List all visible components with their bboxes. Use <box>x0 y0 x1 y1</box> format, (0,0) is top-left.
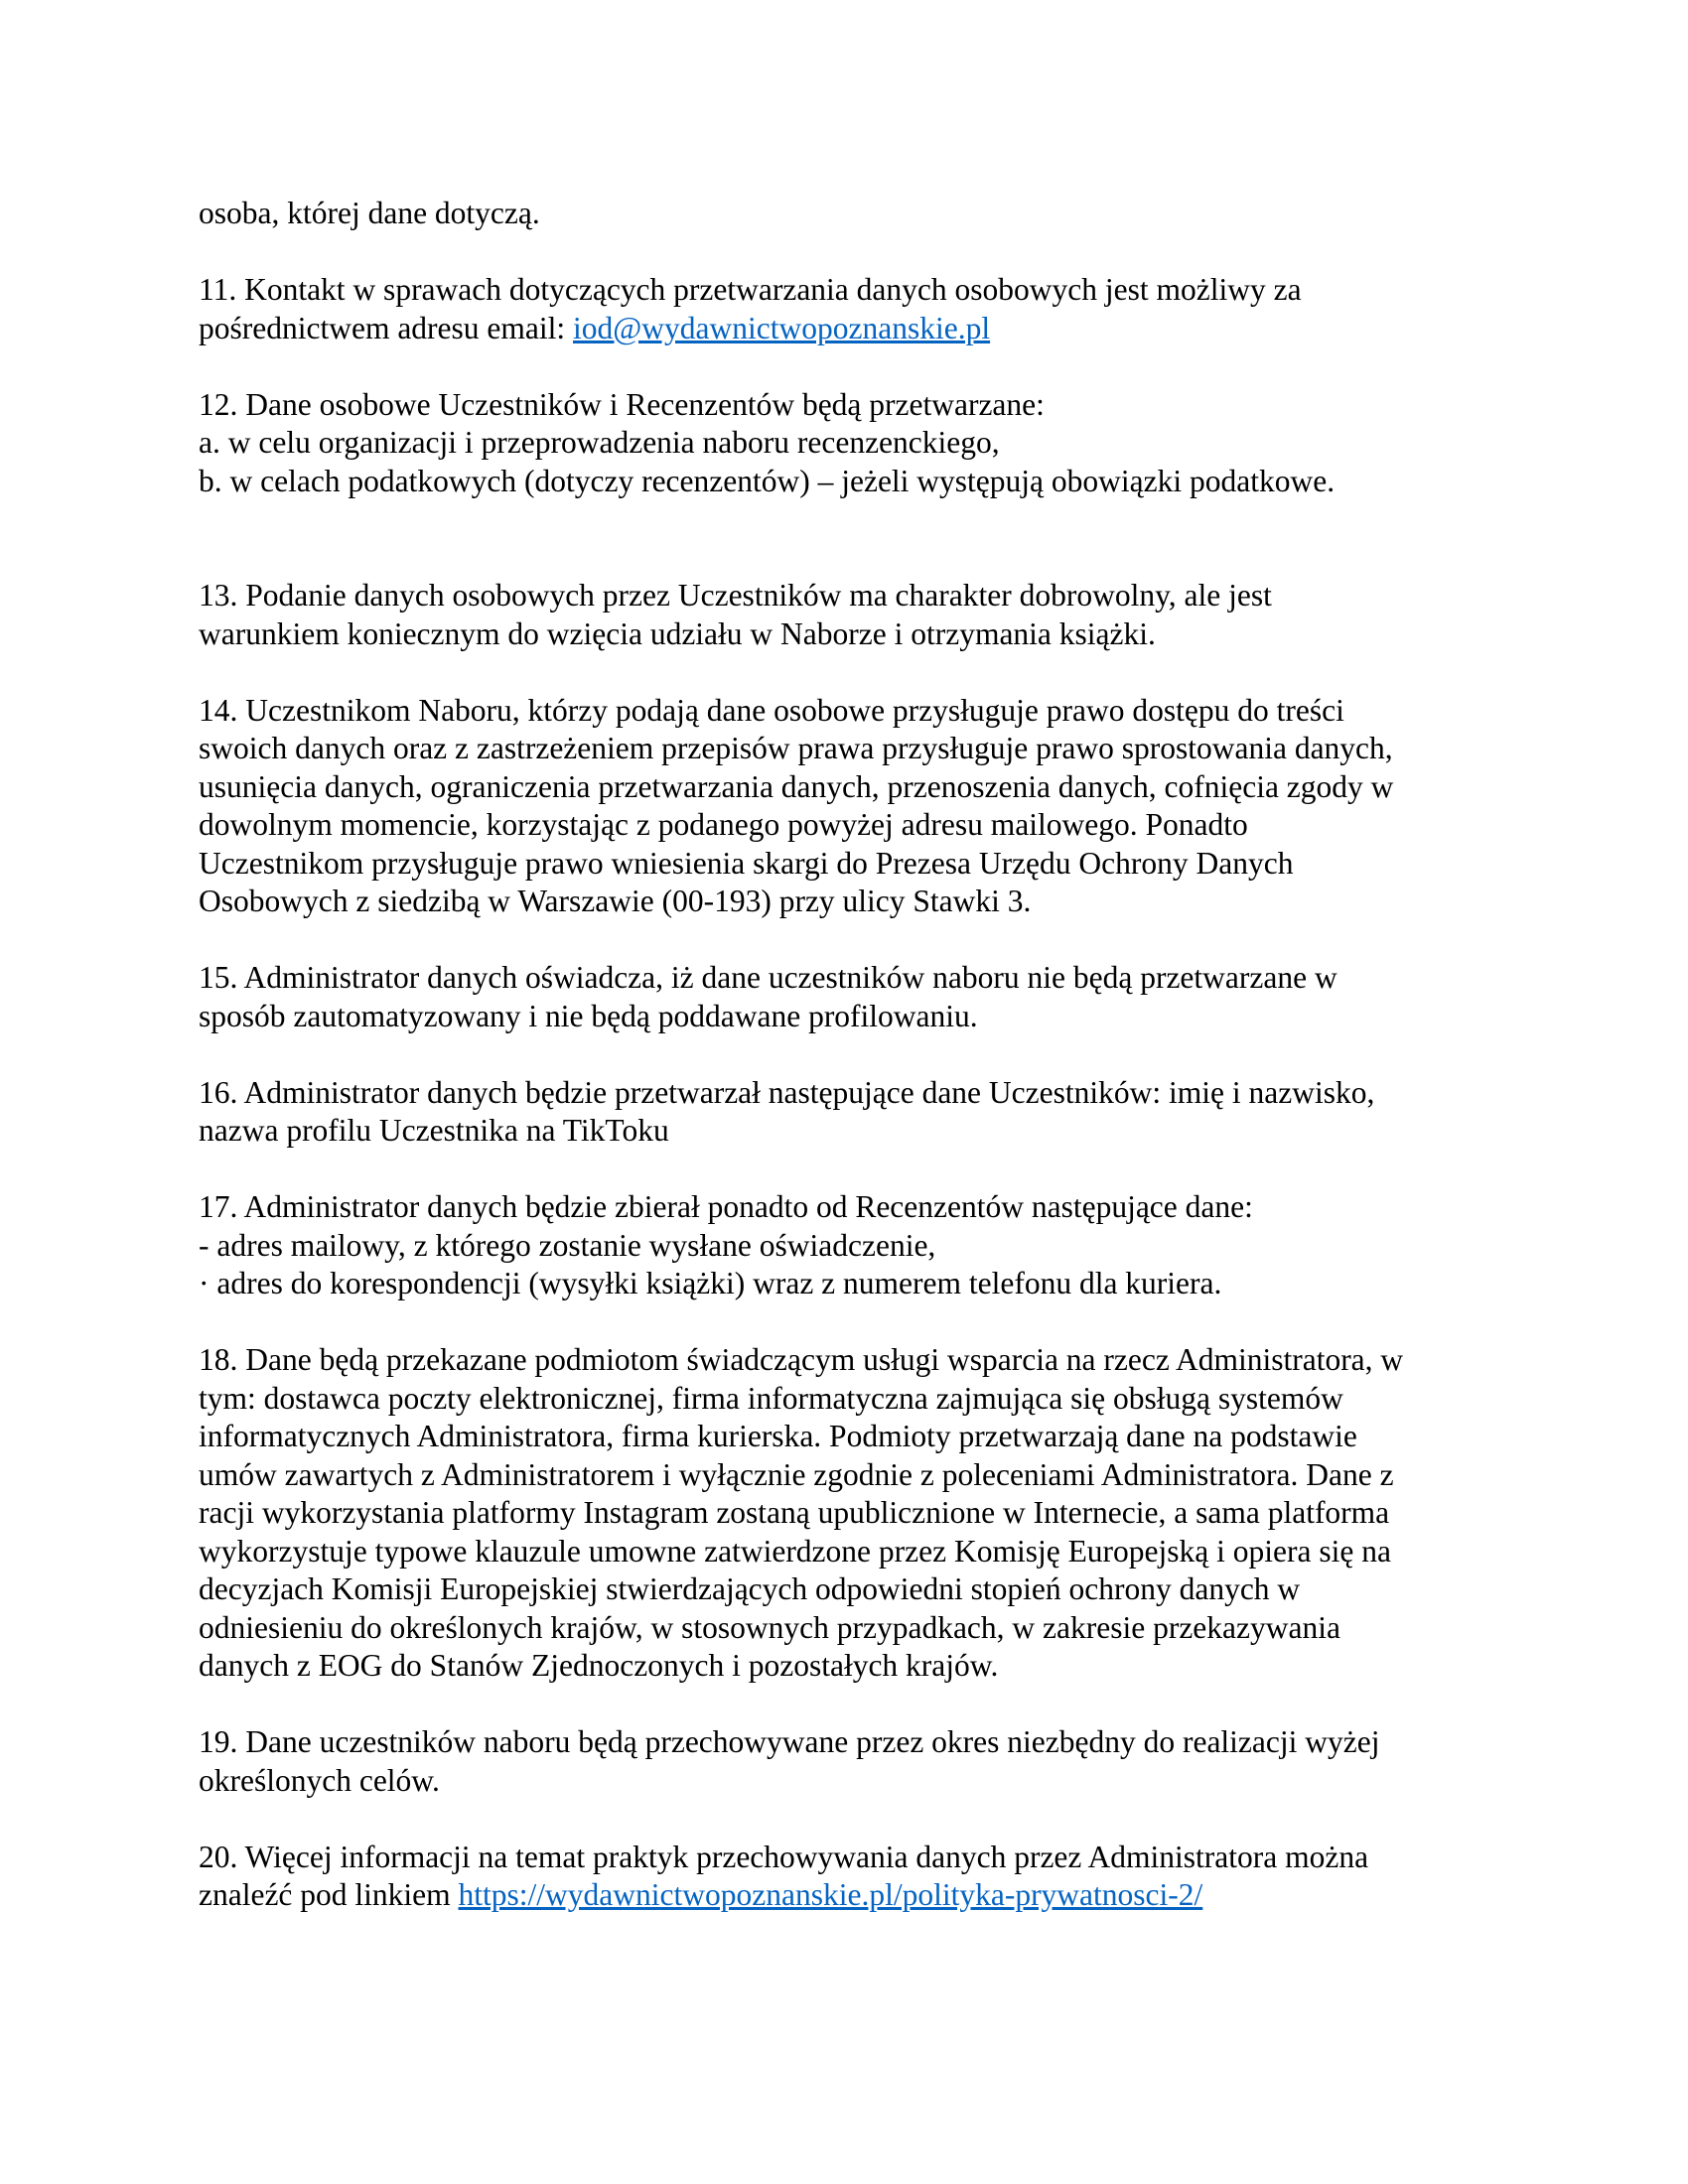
paragraph-spacer <box>199 1686 1509 1724</box>
section-18-line: racji wykorzystania platformy Instagram zostaną upublicznione w Internecie, a sama platforma <box>199 1495 1390 1530</box>
section-18-line: decyzjach Komisji Europejskiej stwierdzających odpowiedni stopień ochrony danych w <box>199 1571 1301 1606</box>
paragraph-spacer <box>199 653 1509 692</box>
section-20-line-2 <box>199 1876 1509 1915</box>
section-12 <box>199 386 1509 501</box>
section-17-line: - adres mailowy, z którego zostanie wysłane oświadczenie, <box>199 1227 936 1263</box>
paragraph-spacer-double <box>199 500 1509 577</box>
section-11 <box>199 271 1509 347</box>
section-20 <box>199 1839 1509 1915</box>
section-15 <box>199 959 1509 1035</box>
section-18-line: 18. Dane będą przekazane podmiotom świadczącym usługi wsparcia na rzecz Administratora, w <box>199 1342 1404 1377</box>
section-17-line: · adres do korespondencji (wysyłki książki) wraz z numerem telefonu dla kuriera. <box>199 1266 1222 1300</box>
section-16-line: nazwa profilu Uczestnika na TikToku <box>199 1113 669 1148</box>
section-17 <box>199 1188 1509 1303</box>
section-18-line: odniesieniu do określonych krajów, w stosownych przypadkach, w zakresie przekazywania <box>199 1609 1340 1645</box>
document-body <box>199 195 1509 1915</box>
section-18-line: tym: dostawca poczty elektronicznej, firma informatyczna zajmująca się obsługą systemów <box>199 1380 1343 1416</box>
section-20-line-2-prefix: znaleźć pod linkiem <box>199 1877 459 1912</box>
section-13-line: 13. Podanie danych osobowych przez Uczestników ma charakter dobrowolny, ale jest <box>199 578 1272 613</box>
section-19-line: określonych celów. <box>199 1762 440 1798</box>
section-16 <box>199 1074 1509 1151</box>
section-14-line: Uczestnikom przysługuje prawo wniesienia skargi do Prezesa Urzędu Ochrony Danych <box>199 845 1294 881</box>
intro-line: osoba, której dane dotyczą. <box>199 196 540 230</box>
section-19 <box>199 1723 1509 1800</box>
paragraph-spacer <box>199 1151 1509 1189</box>
section-17-line: 17. Administrator danych będzie zbierał ponadto od Recenzentów następujące dane: <box>199 1189 1253 1224</box>
section-15-line: 15. Administrator danych oświadcza, iż dane uczestników naboru nie będą przetwarzane w <box>199 960 1337 995</box>
section-12-line-1: 12. Dane osobowe Uczestników i Recenzentów będą przetwarzane: <box>199 386 1045 422</box>
section-12-item-b: b. w celach podatkowych (dotyczy recenzentów) – jeżeli występują obowiązki podatkowe. <box>199 463 1336 498</box>
section-14 <box>199 692 1509 921</box>
paragraph-spacer <box>199 1800 1509 1839</box>
paragraph-spacer <box>199 921 1509 960</box>
section-20-line-1: 20. Więcej informacji na temat praktyk przechowywania danych przez Administratora można <box>199 1839 1369 1874</box>
section-11-line-1: 11. Kontakt w sprawach dotyczących przetwarzania danych osobowych jest możliwy za <box>199 272 1302 307</box>
paragraph-spacer <box>199 233 1509 272</box>
section-18-line: danych z EOG do Stanów Zjednoczonych i pozostałych krajów. <box>199 1648 999 1683</box>
section-12-item-a: a. w celu organizacji i przeprowadzenia naboru recenzenckiego, <box>199 425 1000 460</box>
section-18-line: wykorzystuje typowe klauzule umowne zatwierdzone przez Komisję Europejską i opiera się na <box>199 1533 1391 1569</box>
paragraph-spacer <box>199 1303 1509 1342</box>
section-13 <box>199 577 1509 653</box>
section-19-line: 19. Dane uczestników naboru będą przechowywane przez okres niezbędny do realizacji wyżej <box>199 1724 1380 1759</box>
paragraph-spacer <box>199 347 1509 386</box>
privacy-policy-link[interactable]: https://wydawnictwopoznanskie.pl/polityka-prywatnosci-2/ <box>458 1877 1203 1912</box>
section-14-line: swoich danych oraz z zastrzeżeniem przepisów prawa przysługuje prawo sprostowania danych, <box>199 731 1393 765</box>
section-18 <box>199 1341 1509 1686</box>
section-14-line: Osobowych z siedzibą w Warszawie (00-193) przy ulicy Stawki 3. <box>199 884 1032 918</box>
section-14-line: 14. Uczestnikom Naboru, którzy podają dane osobowe przysługuje prawo dostępu do treści <box>199 692 1344 728</box>
section-11-line-2-prefix: pośrednictwem adresu email: <box>199 310 574 345</box>
section-15-line: sposób zautomatyzowany i nie będą poddawane profilowaniu. <box>199 998 978 1033</box>
section-16-line: 16. Administrator danych będzie przetwarzał następujące dane Uczestników: imię i nazwisko, <box>199 1074 1375 1110</box>
email-link[interactable]: iod@wydawnictwopoznanskie.pl <box>573 310 991 345</box>
section-18-line: informatycznych Administratora, firma kurierska. Podmioty przetwarzają dane na podstawie <box>199 1419 1357 1453</box>
section-18-line: umów zawartych z Administratorem i wyłącznie zgodnie z poleceniami Administratora. Dane z <box>199 1456 1394 1492</box>
paragraph-spacer <box>199 1035 1509 1074</box>
section-14-line: dowolnym momencie, korzystając z podanego powyżej adresu mailowego. Ponadto <box>199 807 1248 842</box>
section-13-line: warunkiem koniecznym do wzięcia udziału w Naborze i otrzymania książki. <box>199 615 1156 651</box>
section-14-line: usunięcia danych, ograniczenia przetwarzania danych, przenoszenia danych, cofnięcia zgody w <box>199 768 1394 804</box>
section-11-line-2 <box>199 310 1509 348</box>
